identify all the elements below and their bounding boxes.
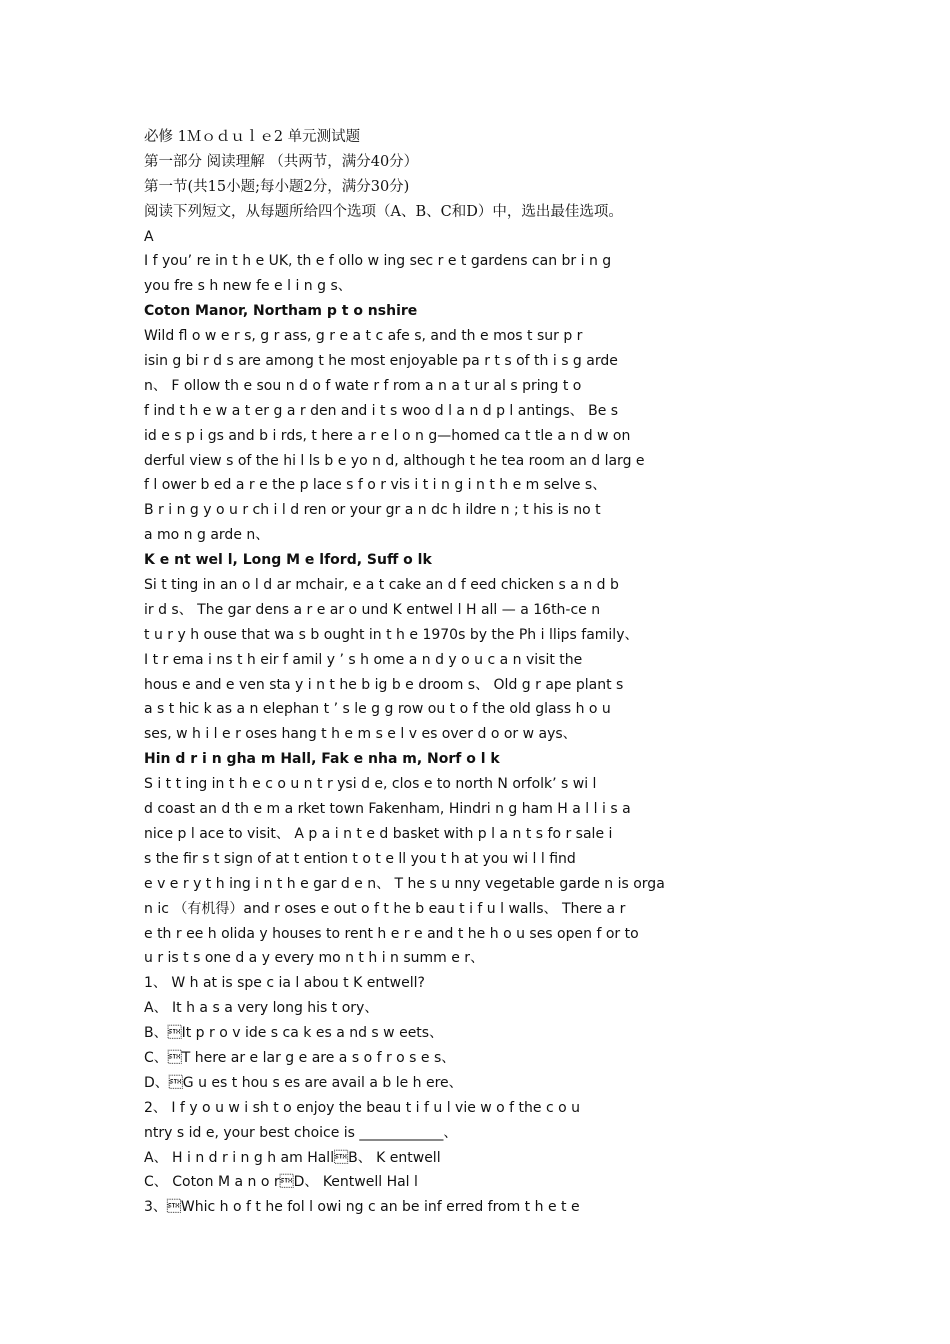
paragraph-line: B r i n g y o u r ch i l d ren or your gr a n dc h ildre n ; t his is no t: [144, 502, 601, 519]
paragraph-line: you fre s h new fe e l i n g s、: [144, 278, 352, 295]
question-2: [144, 1096, 812, 1196]
paragraph-line: e th r ee h olida y houses to rent h e r e and t he h o u ses open f or to: [144, 925, 639, 942]
paragraph-line: e v e r y t h ing i n t h e gar d e n、 T he s u nny vegetable garde n is orga: [144, 875, 665, 892]
paragraph-line: n、 F ollow th e sou n d o f wate r f rom a n a t ur al s pring t o: [144, 377, 582, 394]
paragraph-line: u r is t s one d a y every mo n t h i n summ e r、: [144, 950, 485, 967]
passage-intro: [144, 249, 812, 299]
paragraph-line: I f you’ re in t h e UK, th e f ollo w ing sec r e t gardens can br i n g: [144, 253, 612, 270]
document-page: [144, 125, 812, 1220]
question-1: [144, 971, 812, 1095]
paragraph-line: hous e and e ven sta y i n t he b ig b e droom s、 Old g r ape plant s: [144, 676, 624, 693]
answer-option-a: A、 It h a s a very long his t ory、: [144, 1000, 379, 1017]
question-stem: 2、 I f y o u w i sh t o enjoy the beau t i f u l vie w o f the c o u: [144, 1099, 581, 1116]
question-stem: 3、Whic h o f t he fol l owi ng c an be inf erred from t h e t e: [144, 1199, 580, 1216]
garden-kentwell: [144, 548, 812, 747]
part-heading: 第一部分 阅读理解 （共两节，满分40分）: [144, 153, 419, 170]
garden-heading: K e nt wel l, Long M e lford, Suff o lk: [144, 552, 432, 569]
paragraph-line: Wild fl o w e r s, g r ass, g r e a t c afe s, and th e mos t sur p r: [144, 328, 583, 345]
paragraph-line: id e s p i gs and b i rds, t here a r e l o n g—homed ca t tle a n d w on: [144, 427, 631, 444]
paragraph-line: derful view s of the hi l ls b e yo n d, although t he tea room an d larg e: [144, 452, 645, 469]
answer-option-d: D、G u es t hou s es are avail a b le h ere、: [144, 1074, 463, 1091]
garden-hindringham: [144, 747, 812, 971]
answer-option-b: B、It p r o v ide s ca k es a nd s w eets、: [144, 1025, 444, 1042]
garden-coton-manor: [144, 299, 812, 548]
instructions: 阅读下列短文，从每题所给四个选项（A、B、C和D）中，选出最佳选项。: [144, 203, 623, 220]
answer-option-c: C、T here ar e lar g e are a s o f r o s e s、: [144, 1049, 456, 1066]
answer-options-a-b: A、 H i n d r i n g h am HallB、 K entwell: [144, 1149, 441, 1166]
paragraph-line: a mo n g arde n、: [144, 527, 270, 544]
question-stem: 1、 W h at is spe c ia l abou t K entwell?: [144, 975, 425, 992]
paragraph-line: I t r ema i ns t h eir f amil y ’ s h ome a n d y o u c a n visit the: [144, 651, 583, 668]
paragraph-line: S i t t ing in t h e c o u n t r ysi d e, clos e to north N orfolk’ s wi l: [144, 776, 597, 793]
section-heading: 第一节(共15小题;每小题2分，满分30分): [144, 178, 410, 195]
question-3: [144, 1195, 812, 1220]
paragraph-line: s the fir s t sign of at t ention t o t e ll you t h at you wi l l find: [144, 850, 576, 867]
paragraph-line: n ic （有机得）and r oses e out o f t he b eau t i f u l walls、 There a r: [144, 900, 626, 917]
paragraph-line: Si t ting in an o l d ar mchair, e a t cake an d f eed chicken s a n d b: [144, 577, 619, 594]
paragraph-line: d coast an d th e m a rket town Fakenham, Hindri n g ham H a l l i s a: [144, 801, 631, 818]
paragraph-line: f ind t h e w a t er g a r den and i t s woo d l a n d p l antings、 Be s: [144, 402, 619, 419]
document-title: 必修 1Ｍｏｄｕｌｅ2 单元测试题: [144, 129, 361, 145]
garden-heading: Coton Manor, Northam p t o nshire: [144, 303, 418, 320]
paragraph-line: ir d s、 The gar dens a r e ar o und K entwel l H all — a 16th-ce n: [144, 601, 601, 618]
garden-heading: Hin d r i n gha m Hall, Fak e nha m, Norf o l k: [144, 751, 500, 768]
answer-options-c-d: C、 Coton M a n o rD、 Kentwell Hal l: [144, 1174, 418, 1191]
paragraph-line: ses, w h i l e r oses hang t h e m s e l v es over d o or w ays、: [144, 726, 577, 743]
paragraph-line: nice p l ace to visit、 A p a i n t e d basket with p l a n t s fo r sale i: [144, 825, 613, 842]
paragraph-line: a s t hic k as a n elephan t ’ s le g g row ou t o f the old glass h o u: [144, 701, 611, 718]
paragraph-line: f l ower b ed a r e the p lace s f o r vis i t i n g i n t h e m selve s、: [144, 477, 607, 494]
paragraph-line: t u r y h ouse that wa s b ought in t h e 1970s by the Ph i llips family、: [144, 626, 639, 643]
paragraph-line: isin g bi r d s are among t he most enjoyable pa r t s of th i s g arde: [144, 353, 618, 370]
question-stem: ntry s id e, your best choice is ____________、: [144, 1124, 458, 1141]
passage-label: A: [144, 228, 154, 245]
